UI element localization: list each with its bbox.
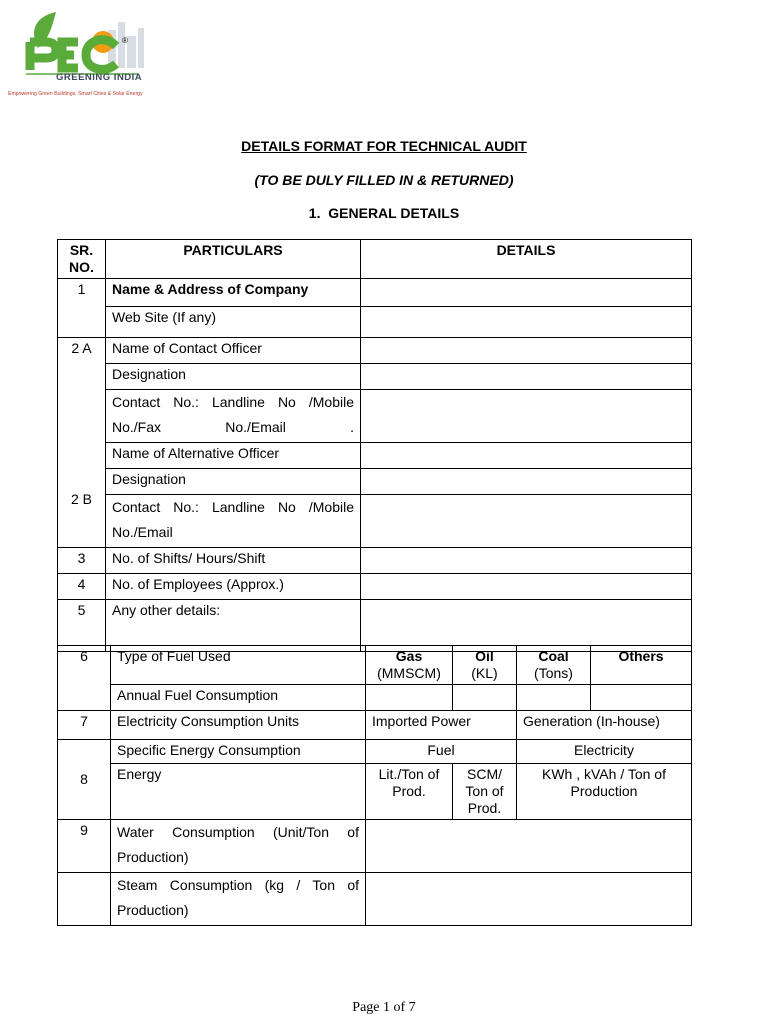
sr-no-cell: 5: [58, 600, 106, 652]
value-input-cell[interactable]: [366, 820, 692, 873]
table-row: [58, 685, 692, 711]
fuel-coal-header: [517, 646, 591, 685]
electricity-cell: Electricity: [517, 740, 692, 764]
table-row: [58, 873, 692, 926]
details-input-cell[interactable]: [361, 307, 692, 338]
header-sr-no: SR. NO.: [58, 240, 106, 279]
oil-unit: (KL): [471, 665, 498, 681]
gas-unit: (MMSCM): [377, 665, 441, 681]
particular-cell: No. of Employees (Approx.): [106, 574, 361, 600]
sr-no-cell: [58, 338, 106, 548]
sr-no-cell: 7: [58, 711, 111, 740]
details-input-cell[interactable]: [361, 279, 692, 307]
table-row: [58, 548, 692, 574]
particular-cell: Name & Address of Company: [106, 279, 361, 307]
sr-no-cell: [58, 873, 111, 926]
table-row: [58, 495, 692, 548]
header-particulars: PARTICULARS: [106, 240, 361, 279]
gas-label: Gas: [395, 648, 423, 664]
particular-cell: Specific Energy Consumption: [111, 740, 366, 764]
particular-cell: Electricity Consumption Units: [111, 711, 366, 740]
table-row: [58, 740, 692, 764]
sr-no-cell: 1: [58, 279, 106, 338]
particular-cell: Steam Consumption (kg / Ton of Production): [111, 873, 366, 926]
sr-no-cell: 9: [58, 820, 111, 873]
logo-registered-mark: ®: [122, 36, 128, 45]
coal-input-cell[interactable]: [517, 685, 591, 711]
fuel-others-header: Others: [591, 646, 692, 685]
table-row: [58, 600, 692, 652]
consumption-table: [57, 645, 692, 926]
sr-no-cell: 6: [58, 646, 111, 711]
fuel-cell: Fuel: [366, 740, 517, 764]
page-number: Page 1 of 7: [352, 1000, 416, 1015]
particular-cell: Designation: [106, 364, 361, 390]
details-input-cell[interactable]: [361, 443, 692, 469]
unit-kwh-per-ton: KWh , kVAh / Ton of Production: [517, 764, 692, 820]
table-row: [58, 443, 692, 469]
particular-cell: Contact No.: Landline No /Mobile No./Email: [106, 495, 361, 548]
section-title: GENERAL DETAILS: [328, 205, 460, 221]
table-row: [58, 646, 692, 685]
table-row: [58, 574, 692, 600]
particular-cell: Contact No.: Landline No /Mobile No./Fax No./Email .: [106, 390, 361, 443]
details-input-cell[interactable]: [361, 495, 692, 548]
particular-cell: Energy: [111, 764, 366, 820]
details-input-cell[interactable]: [361, 600, 692, 652]
table-row: [58, 390, 692, 443]
table-row: [58, 307, 692, 338]
particular-cell: Name of Contact Officer: [106, 338, 361, 364]
value-input-cell[interactable]: [366, 873, 692, 926]
sr-no-cell: 4: [58, 574, 106, 600]
fuel-oil-header: [453, 646, 517, 685]
logo-subtitle: Empowering Green Buildings, Smart Cities & Solar Energy: [8, 91, 143, 97]
table-row: [58, 820, 692, 873]
section-number: 1.: [308, 205, 321, 221]
generation-inhouse-cell: Generation (In-house): [517, 711, 692, 740]
particular-cell: Name of Alternative Officer: [106, 443, 361, 469]
table-row: [58, 338, 692, 364]
particular-cell: Designation: [106, 469, 361, 495]
details-input-cell[interactable]: [361, 390, 692, 443]
sr-no-2a: 2 A: [71, 340, 92, 356]
unit-scm-per-ton: SCM/ Ton of Prod.: [453, 764, 517, 820]
table-header-row: [58, 240, 692, 279]
details-input-cell[interactable]: [361, 364, 692, 390]
table-row: [58, 469, 692, 495]
fuel-gas-header: [366, 646, 453, 685]
oil-label: Oil: [475, 648, 494, 664]
document-title: DETAILS FORMAT FOR TECHNICAL AUDIT: [241, 138, 527, 154]
details-input-cell[interactable]: [361, 574, 692, 600]
document-subtitle: (TO BE DULY FILLED IN & RETURNED): [254, 172, 514, 188]
particular-cell: Web Site (If any): [106, 307, 361, 338]
details-input-cell[interactable]: [361, 469, 692, 495]
imported-power-cell: Imported Power: [366, 711, 517, 740]
logo-tagline: GREENING INDIA: [56, 72, 143, 83]
table-row: [58, 764, 692, 820]
details-input-cell[interactable]: [361, 338, 692, 364]
sr-no-cell: 3: [58, 548, 106, 574]
sr-no-cell: 8: [58, 740, 111, 820]
details-input-cell[interactable]: [361, 548, 692, 574]
general-details-table: [57, 239, 692, 652]
table-row: [58, 711, 692, 740]
oil-input-cell[interactable]: [453, 685, 517, 711]
table-row: [58, 364, 692, 390]
company-logo: [8, 8, 168, 96]
header-details: DETAILS: [361, 240, 692, 279]
particular-cell: No. of Shifts/ Hours/Shift: [106, 548, 361, 574]
particular-cell: Water Consumption (Unit/Ton of Production): [111, 820, 366, 873]
coal-unit: (Tons): [534, 665, 573, 681]
particular-cell: Any other details:: [106, 600, 361, 652]
particular-cell: Type of Fuel Used: [111, 646, 366, 685]
sr-no-2b: 2 B: [70, 491, 92, 507]
gas-input-cell[interactable]: [366, 685, 453, 711]
unit-lit-per-ton: Lit./Ton of Prod.: [366, 764, 453, 820]
coal-label: Coal: [538, 648, 569, 664]
others-input-cell[interactable]: [591, 685, 692, 711]
particular-cell: Annual Fuel Consumption: [111, 685, 366, 711]
section-heading: [0, 205, 768, 221]
table-row: [58, 279, 692, 307]
